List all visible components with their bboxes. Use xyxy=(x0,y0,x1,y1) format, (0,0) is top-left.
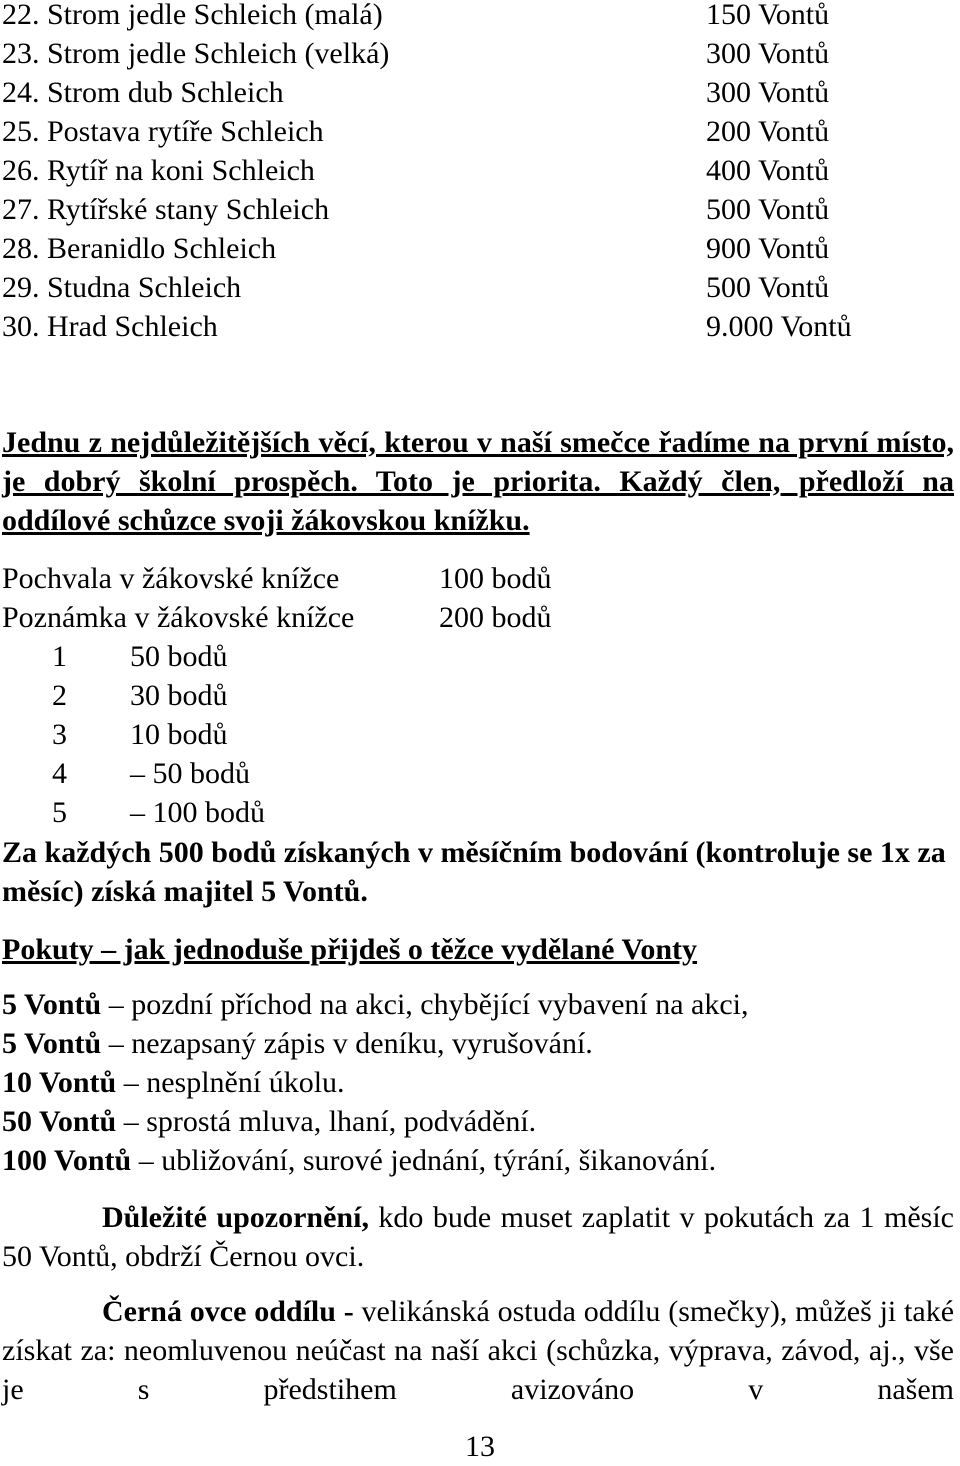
price-row xyxy=(2,73,942,112)
grade-points: – 50 bodů xyxy=(130,757,250,790)
price-value: 9.000 Vontů xyxy=(706,310,852,343)
price-item: 29. Studna Schleich xyxy=(2,271,242,304)
fine-row xyxy=(2,1141,942,1180)
price-row xyxy=(2,307,942,346)
school-results-paragraph: Jednu z nejdůležitějších věcí, kterou v naší smečce řadíme na první místo, je dobrý školní prospěch. Toto je priorita. Každý člen, předloží na oddílové schůzce svoji žákovskou knížku. xyxy=(2,426,954,537)
fine-description: – pozdní příchod na akci, chybějící vybavení na akci, xyxy=(101,988,749,1021)
fine-amount: 100 Vontů xyxy=(2,1144,132,1177)
price-list xyxy=(2,0,942,346)
price-row xyxy=(2,229,942,268)
grade-number: 1 xyxy=(52,640,67,673)
fine-row xyxy=(2,1024,942,1063)
points-row-remark xyxy=(2,598,942,637)
points-value: 200 bodů xyxy=(439,601,552,634)
price-item: 30. Hrad Schleich xyxy=(2,310,218,343)
price-value: 200 Vontů xyxy=(706,115,830,148)
black-sheep-lead: Černá ovce oddílu - xyxy=(102,1295,354,1328)
grade-number: 2 xyxy=(52,679,67,712)
monthly-reward-paragraph: Za každých 500 bodů získaných v měsíčním bodování (kontroluje se 1x za měsíc) získá majitel 5 Vontů. xyxy=(2,836,946,908)
fine-row xyxy=(2,985,942,1024)
page-number: 13 xyxy=(465,1430,495,1463)
grade-number: 4 xyxy=(52,757,67,790)
fine-description: – ubližování, surové jednání, týrání, šikanování. xyxy=(131,1144,717,1177)
points-label: Pochvala v žákovské knížce xyxy=(2,562,340,595)
fines-heading: Pokuty – jak jednoduše přijdeš o těžce vydělané Vonty xyxy=(2,933,698,966)
grade-row xyxy=(2,676,942,715)
fine-description: – nesplnění úkolu. xyxy=(116,1066,345,1099)
black-sheep-paragraph xyxy=(2,1292,954,1409)
fines-list xyxy=(2,985,942,1180)
fine-amount: 10 Vontů xyxy=(2,1066,117,1099)
price-value: 300 Vontů xyxy=(706,76,830,109)
points-row-praise xyxy=(2,559,942,598)
price-value: 300 Vontů xyxy=(706,37,830,70)
price-value: 400 Vontů xyxy=(706,154,830,187)
price-row xyxy=(2,151,942,190)
points-label: Poznámka v žákovské knížce xyxy=(2,601,355,634)
grade-points: – 100 bodů xyxy=(130,796,265,829)
grade-number: 3 xyxy=(52,718,67,751)
price-item: 23. Strom jedle Schleich (velká) xyxy=(2,37,390,70)
grade-row xyxy=(2,793,942,832)
price-item: 27. Rytířské stany Schleich xyxy=(2,193,330,226)
grade-row xyxy=(2,637,942,676)
fine-description: – nezapsaný zápis v deníku, vyrušování. xyxy=(101,1027,593,1060)
fine-row xyxy=(2,1102,942,1141)
price-row xyxy=(2,268,942,307)
grade-row xyxy=(2,715,942,754)
price-item: 28. Beranidlo Schleich xyxy=(2,232,277,265)
price-row xyxy=(2,34,942,73)
points-table xyxy=(2,559,942,832)
price-value: 500 Vontů xyxy=(706,271,830,304)
black-sheep-text: velikánská ostuda oddílu (smečky), můžeš ji také získat za: neomluvenou neúčast na naší akci (schůzka, výprava, závod, aj., vše je s předstihem avizováno v našem xyxy=(2,1295,955,1406)
grade-points: 30 bodů xyxy=(130,679,228,712)
fine-amount: 5 Vontů xyxy=(2,988,102,1021)
grade-row xyxy=(2,754,942,793)
fine-amount: 50 Vontů xyxy=(2,1105,117,1138)
notice-text: kdo bude muset zaplatit v pokutách za 1 měsíc 50 Vontů, obdrží Černou ovci. xyxy=(2,1201,954,1273)
points-value: 100 bodů xyxy=(439,562,552,595)
price-item: 25. Postava rytíře Schleich xyxy=(2,115,324,148)
price-item: 22. Strom jedle Schleich (malá) xyxy=(2,0,383,31)
price-value: 500 Vontů xyxy=(706,193,830,226)
grade-points: 10 bodů xyxy=(130,718,228,751)
grade-number: 5 xyxy=(52,796,67,829)
price-item: 24. Strom dub Schleich xyxy=(2,76,284,109)
price-value: 900 Vontů xyxy=(706,232,830,265)
important-notice-paragraph xyxy=(2,1198,954,1276)
price-row xyxy=(2,112,942,151)
price-value: 150 Vontů xyxy=(706,0,830,31)
fine-row xyxy=(2,1063,942,1102)
notice-lead: Důležité upozornění, xyxy=(102,1201,369,1234)
price-row xyxy=(2,0,942,34)
fine-amount: 5 Vontů xyxy=(2,1027,102,1060)
price-item: 26. Rytíř na koni Schleich xyxy=(2,154,315,187)
grade-points: 50 bodů xyxy=(130,640,228,673)
price-row xyxy=(2,190,942,229)
fine-description: – sprostá mluva, lhaní, podvádění. xyxy=(116,1105,537,1138)
